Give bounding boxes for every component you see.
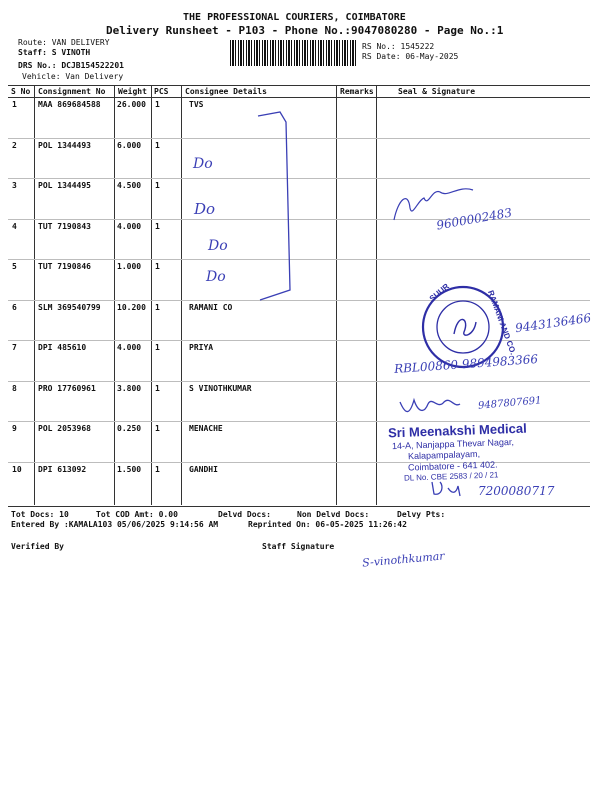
row-sno: 5 xyxy=(12,262,17,271)
row-consignment-no: SLM 369540799 xyxy=(38,302,101,312)
row-consignee: TVS xyxy=(189,100,204,109)
col-divider xyxy=(34,85,35,505)
rs-date: RS Date: 06-May-2025 xyxy=(362,52,459,61)
row-pcs: 1 xyxy=(155,181,160,190)
row-pcs: 1 xyxy=(155,424,160,433)
col-divider xyxy=(151,85,152,505)
row-pcs: 1 xyxy=(155,140,160,150)
row-weight: 6.000 xyxy=(117,140,142,150)
row-sno: 1 xyxy=(12,100,17,109)
bracket-mark xyxy=(250,110,310,305)
row-divider xyxy=(8,381,590,382)
barcode xyxy=(230,40,356,66)
stamp-address-line1: 14-A, Nanjappa Thevar Nagar, xyxy=(391,436,515,452)
route-label: Route: VAN DELIVERY xyxy=(18,38,110,47)
row-weight: 0.250 xyxy=(117,424,142,433)
verified-by-label: Verified By xyxy=(11,542,64,551)
row-consignment-no: POL 1344493 xyxy=(38,140,91,150)
row-sno: 2 xyxy=(12,140,17,150)
col-header-weight: Weight xyxy=(118,87,147,96)
staff-label: Staff: S VINOTH xyxy=(18,48,91,57)
row-pcs: 1 xyxy=(155,302,160,312)
round-stamp-side-text: RAMANI AND CO. xyxy=(486,289,518,356)
drs-number: DRS No.: DCJB154522201 xyxy=(18,61,124,70)
row-weight: 10.200 xyxy=(117,302,146,312)
row-consignee: MENACHE xyxy=(189,424,223,433)
row-sno: 3 xyxy=(12,181,17,190)
row-consignment-no: POL 2053968 xyxy=(38,424,91,433)
col-divider xyxy=(376,85,377,505)
handwritten-phone-row8: 9487807691 xyxy=(477,395,542,412)
row-consignment-no: POL 1344495 xyxy=(38,181,91,190)
rs-number: RS No.: 1545222 xyxy=(362,42,435,51)
row-consignment-no: DPI 485610 xyxy=(38,343,87,352)
ditto-mark-row5: Do xyxy=(206,269,226,285)
row-divider xyxy=(8,462,590,463)
staff-signature-label: Staff Signature xyxy=(262,542,335,551)
company-title: THE PROFESSIONAL COURIERS, COIMBATORE xyxy=(183,12,406,23)
ditto-mark-row4: Do xyxy=(208,238,228,254)
col-header-consignment: Consignment No xyxy=(38,87,106,96)
row-consignment-no: PRO 17760961 xyxy=(38,383,96,393)
reprinted-on: Reprinted On: 06-05-2025 11:26:42 xyxy=(248,520,407,529)
ditto-mark-row3: Do xyxy=(194,200,216,218)
col-header-consignee: Consignee Details xyxy=(185,87,267,96)
handwritten-phone-row6: 9443136466 xyxy=(514,310,592,336)
row-weight: 1.500 xyxy=(117,464,142,474)
runsheet-title: Delivery Runsheet - P103 - Phone No.:9047080280 - Page No.:1 xyxy=(106,24,504,37)
row-consignee: RAMANI CO xyxy=(189,302,233,312)
row-pcs: 1 xyxy=(155,262,160,271)
row-sno: 7 xyxy=(12,343,17,352)
col-header-pcs: PCS xyxy=(154,87,169,96)
signature-row10 xyxy=(428,478,478,500)
row-consignment-no: DPI 613092 xyxy=(38,464,87,474)
row-weight: 4.000 xyxy=(117,343,142,352)
row-weight: 4.000 xyxy=(117,221,142,231)
row-weight: 26.000 xyxy=(117,100,146,109)
row-weight: 3.800 xyxy=(117,383,142,393)
col-divider xyxy=(114,85,115,505)
row-consignee: PRIYA xyxy=(189,343,214,352)
tot-docs: Tot Docs: 10 xyxy=(11,510,69,519)
col-header-seal: Seal & Signature xyxy=(398,87,476,96)
row-consignment-no: TUT 7190846 xyxy=(38,262,91,271)
row-pcs: 1 xyxy=(155,343,160,352)
staff-signature: S-vinothkumar xyxy=(361,549,446,570)
col-divider xyxy=(181,85,182,505)
handwritten-note-row7: RBL00860 9894983366 xyxy=(393,351,539,377)
row-consignment-no: MAA 869684588 xyxy=(38,100,101,109)
row-weight: 4.500 xyxy=(117,181,142,190)
table-bottom-rule xyxy=(8,506,590,507)
vehicle-label: Vehicle: Van Delivery xyxy=(22,72,124,81)
col-divider xyxy=(336,85,337,505)
row-sno: 6 xyxy=(12,302,17,312)
row-consignee: S VINOTHKUMAR xyxy=(189,383,252,393)
table-top-rule xyxy=(8,85,590,86)
delvd-docs: Delvd Docs: xyxy=(218,510,271,519)
row-pcs: 1 xyxy=(155,383,160,393)
row-pcs: 1 xyxy=(155,100,160,109)
handwritten-phone-row10: 7200080717 xyxy=(478,484,555,498)
row-pcs: 1 xyxy=(155,464,160,474)
row-consignee: GANDHI xyxy=(189,464,218,474)
ditto-mark-row2: Do xyxy=(193,156,213,172)
stamp-dl-number: DL No. CBE 2583 / 20 / 21 xyxy=(403,470,499,483)
handwritten-phone: 9600002483 xyxy=(435,205,513,233)
row-weight: 1.000 xyxy=(117,262,142,271)
col-header-remarks: Remarks xyxy=(340,87,374,96)
row-consignment-no: TUT 7190843 xyxy=(38,221,91,231)
row-pcs: 1 xyxy=(155,221,160,231)
col-header-sno: S No xyxy=(11,87,31,96)
row-sno: 9 xyxy=(12,424,17,433)
stamp-company-name: Sri Meenakshi Medical xyxy=(387,420,527,441)
round-stamp-top-text: SUUR xyxy=(427,281,451,304)
stamp-address-line2: Kalapampalayam, xyxy=(407,448,481,462)
non-delvd-docs: Non Delvd Docs: xyxy=(297,510,370,519)
delvy-pts: Delvy Pts: xyxy=(397,510,446,519)
row-sno: 10 xyxy=(12,464,22,474)
row-sno: 8 xyxy=(12,383,17,393)
signature-row8 xyxy=(398,392,478,422)
table-header-rule xyxy=(8,97,590,98)
tot-cod: Tot COD Amt: 0.00 xyxy=(96,510,178,519)
row-sno: 4 xyxy=(12,221,17,231)
stamp-address-line3: Coimbatore - 641 402. xyxy=(407,459,498,473)
entered-by: Entered By :KAMALA103 05/06/2025 9:14:56 AM xyxy=(11,520,219,529)
